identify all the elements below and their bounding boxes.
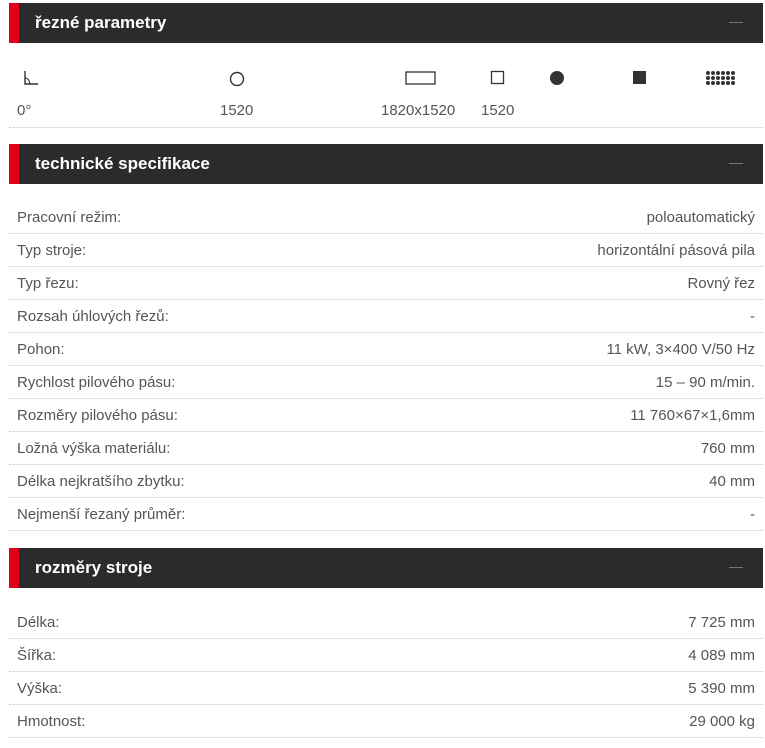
cut-value-round: 1520 [220, 102, 254, 119]
dim-value: 5 390 mm [688, 680, 755, 697]
section-title: rozměry stroje [35, 558, 153, 577]
spec-row-shortest-remnant [9, 465, 763, 498]
dim-label: Šířka: [17, 647, 57, 664]
round-icon [228, 70, 246, 88]
cut-value-rectangle: 1820x1520 [381, 102, 456, 119]
spec-label: Pohon: [17, 341, 65, 358]
spec-label: Délka nejkratšího zbytku: [17, 473, 185, 490]
spec-value: - [750, 308, 755, 325]
accent-bar [9, 144, 19, 184]
spec-row-machine-type [9, 234, 763, 267]
section-title: technické specifikace [35, 154, 210, 173]
dim-label: Výška: [17, 680, 63, 697]
collapse-icon[interactable] [729, 22, 743, 23]
solid-round-icon [549, 70, 567, 88]
spec-label: Rychlost pilového pásu: [17, 374, 176, 391]
spec-row-mode [9, 201, 763, 234]
spec-label: Rozsah úhlových řezů: [17, 308, 169, 325]
cut-value-angle: 0° [17, 102, 32, 119]
solid-square-icon [632, 70, 648, 86]
dim-value: 4 089 mm [688, 647, 755, 664]
square-icon [490, 70, 506, 86]
accent-bar [9, 3, 19, 43]
collapse-icon[interactable] [729, 163, 743, 164]
spec-value: 11 760×67×1,6mm [630, 407, 755, 424]
spec-row-drive [9, 333, 763, 366]
spec-label: Pracovní režim: [17, 209, 122, 226]
spec-value: 11 kW, 3×400 V/50 Hz [606, 341, 755, 358]
bundle-icon [705, 70, 739, 86]
spec-row-angle-range [9, 300, 763, 333]
dim-row-height [9, 672, 763, 705]
collapse-icon[interactable] [729, 567, 743, 568]
dim-label: Délka: [17, 614, 60, 631]
spec-value: - [750, 506, 755, 523]
cut-value-square: 1520 [481, 102, 515, 119]
spec-label: Typ stroje: [17, 242, 87, 259]
spec-label: Typ řezu: [17, 275, 79, 292]
spec-label: Ložná výška materiálu: [17, 440, 171, 457]
dim-value: 29 000 kg [689, 713, 755, 730]
spec-label: Nejmenší řezaný průměr: [17, 506, 186, 523]
section-header-tech[interactable] [9, 144, 763, 184]
spec-label: Rozměry pilového pásu: [17, 407, 178, 424]
spec-value: 40 mm [709, 473, 755, 490]
rectangle-icon [405, 70, 437, 86]
spec-value: poloautomatický [646, 209, 755, 226]
spec-value: 760 mm [700, 440, 755, 457]
spec-row-min-diameter [9, 498, 763, 531]
spec-row-band-speed [9, 366, 763, 399]
dim-value: 7 725 mm [688, 614, 755, 631]
section-header-dimensions[interactable] [9, 548, 763, 588]
spec-row-material-height [9, 432, 763, 465]
dim-row-weight [9, 705, 763, 738]
spec-row-band-size [9, 399, 763, 432]
dim-row-width [9, 639, 763, 672]
spec-row-cut-type [9, 267, 763, 300]
section-header-cutting[interactable] [9, 3, 763, 43]
divider [9, 127, 763, 128]
section-title: řezné parametry [35, 13, 167, 32]
accent-bar [9, 548, 19, 588]
angle-icon [22, 69, 40, 87]
spec-value: horizontální pásová pila [597, 242, 755, 259]
dim-row-length [9, 606, 763, 639]
dim-label: Hmotnost: [17, 713, 86, 730]
spec-value: Rovný řez [687, 275, 755, 292]
spec-value: 15 – 90 m/min. [655, 374, 755, 391]
